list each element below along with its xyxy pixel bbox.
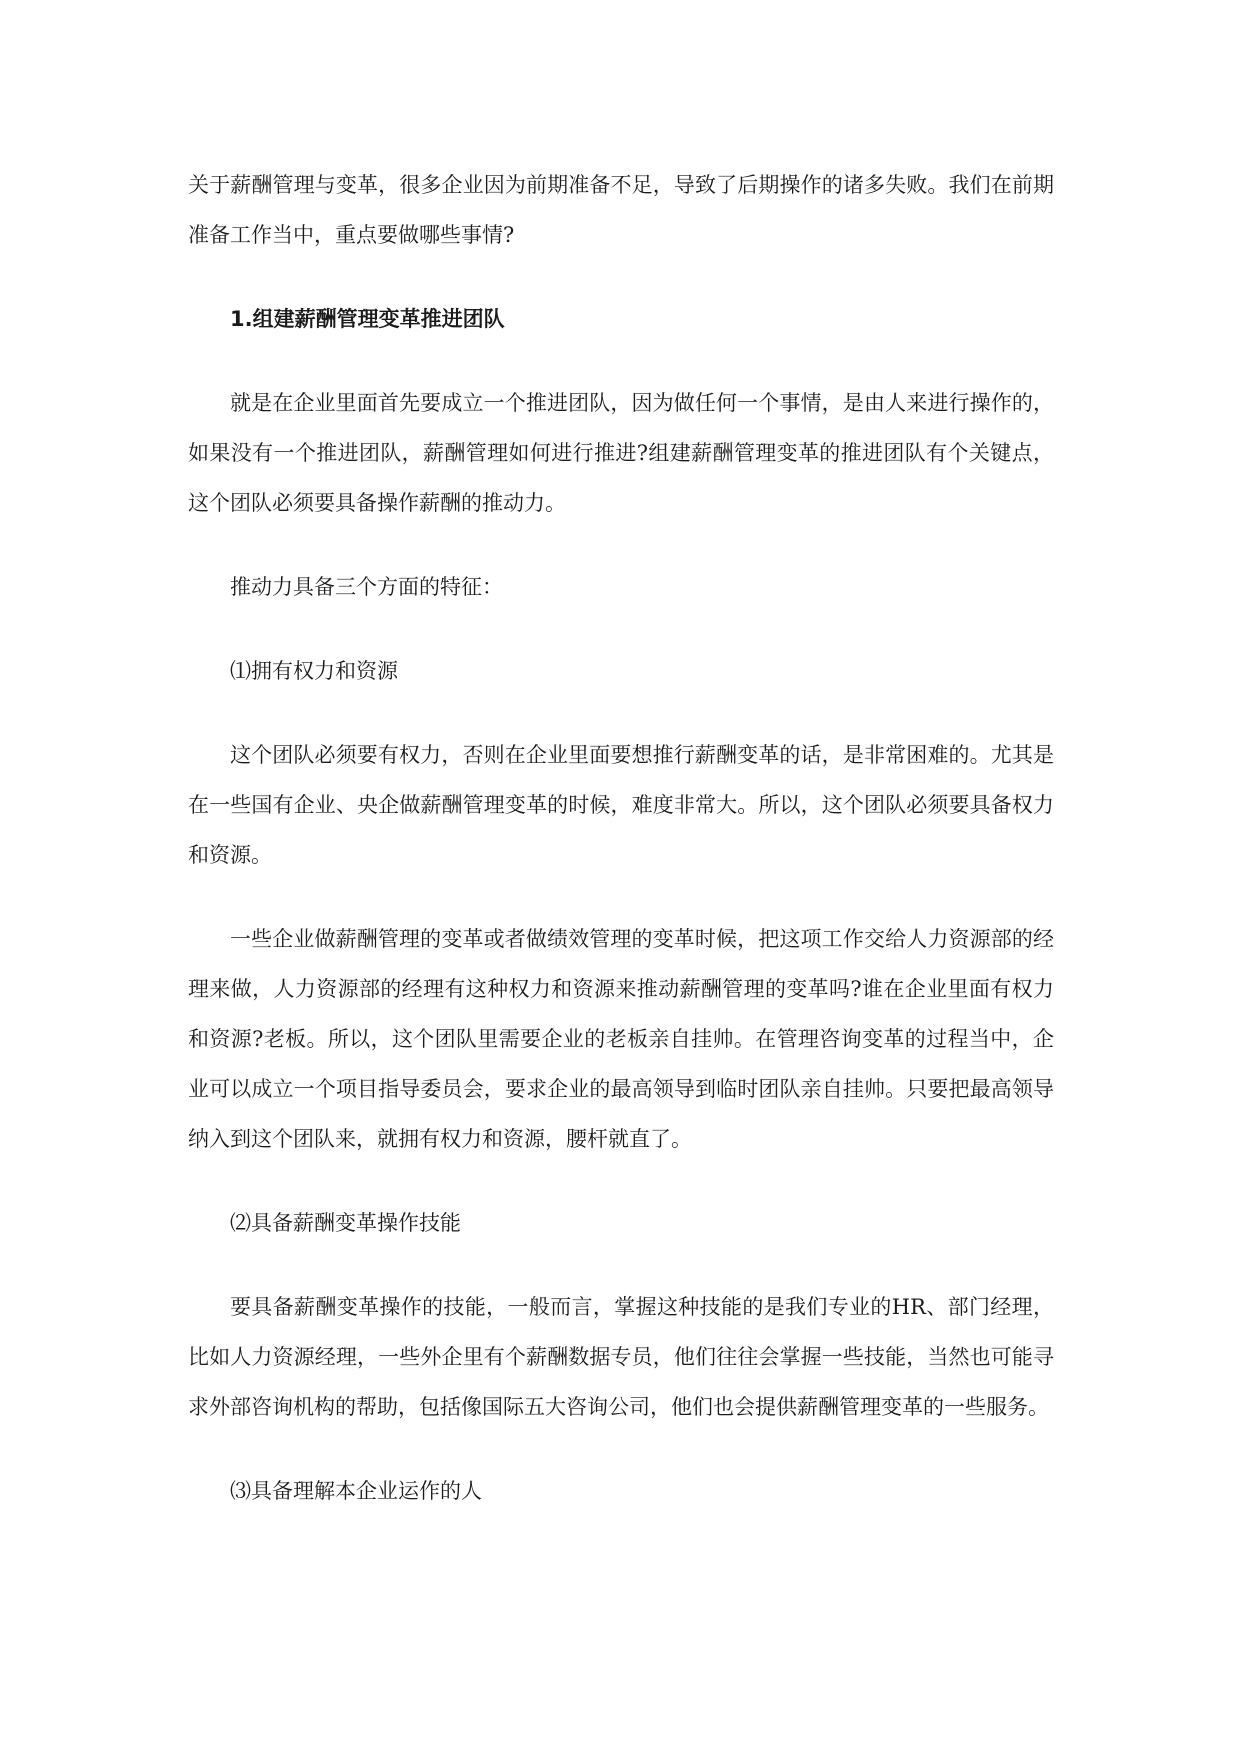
paragraph-skills: 要具备薪酬变革操作的技能，一般而言，掌握这种技能的是我们专业的HR、部门经理，比如人力资源经理，一些外企里有个薪酬数据专员，他们往往会掌握一些技能，当然也可能寻求外部咨询机构的帮助，包括像国际五大咨询公司，他们也会提供薪酬管理变革的一些服务。 [188, 1295, 1054, 1419]
document-page [188, 160, 1054, 1550]
list-item-2-title: ⑵具备薪酬变革操作技能 [230, 1211, 461, 1235]
paragraph-boss: 一些企业做薪酬管理的变革或者做绩效管理的变革时候，把这项工作交给人力资源部的经理来做，人力资源部的经理有这种权力和资源来推动薪酬管理的变革吗?谁在企业里面有权力和资源?老板。所以，这个团队里需要企业的老板亲自挂帅。在管理咨询变革的过程当中，企业可以成立一个项目指导委员会，要求企业的最高领导到临时团队亲自挂帅。只要把最高领导纳入到这个团队来，就拥有权力和资源，腰杆就直了。 [188, 927, 1054, 1151]
list-item-1-title: ⑴拥有权力和资源 [230, 659, 398, 683]
list-item-3-title: ⑶具备理解本企业运作的人 [230, 1479, 482, 1503]
paragraph-features: 推动力具备三个方面的特征： [230, 575, 503, 599]
paragraph-team: 就是在企业里面首先要成立一个推进团队，因为做任何一个事情，是由人来进行操作的，如果没有一个推进团队，薪酬管理如何进行推进?组建薪酬管理变革的推进团队有个关键点，这个团队必须要具备操作薪酬的推动力。 [188, 391, 1054, 515]
section-heading-1: 1.组建薪酬管理变革推进团队 [230, 307, 505, 331]
intro-paragraph: 关于薪酬管理与变革，很多企业因为前期准备不足，导致了后期操作的诸多失败。我们在前期准备工作当中，重点要做哪些事情? [188, 173, 1054, 247]
paragraph-power: 这个团队必须要有权力，否则在企业里面要想推行薪酬变革的话，是非常困难的。尤其是在一些国有企业、央企做薪酬管理变革的时候，难度非常大。所以，这个团队必须要具备权力和资源。 [188, 743, 1054, 867]
